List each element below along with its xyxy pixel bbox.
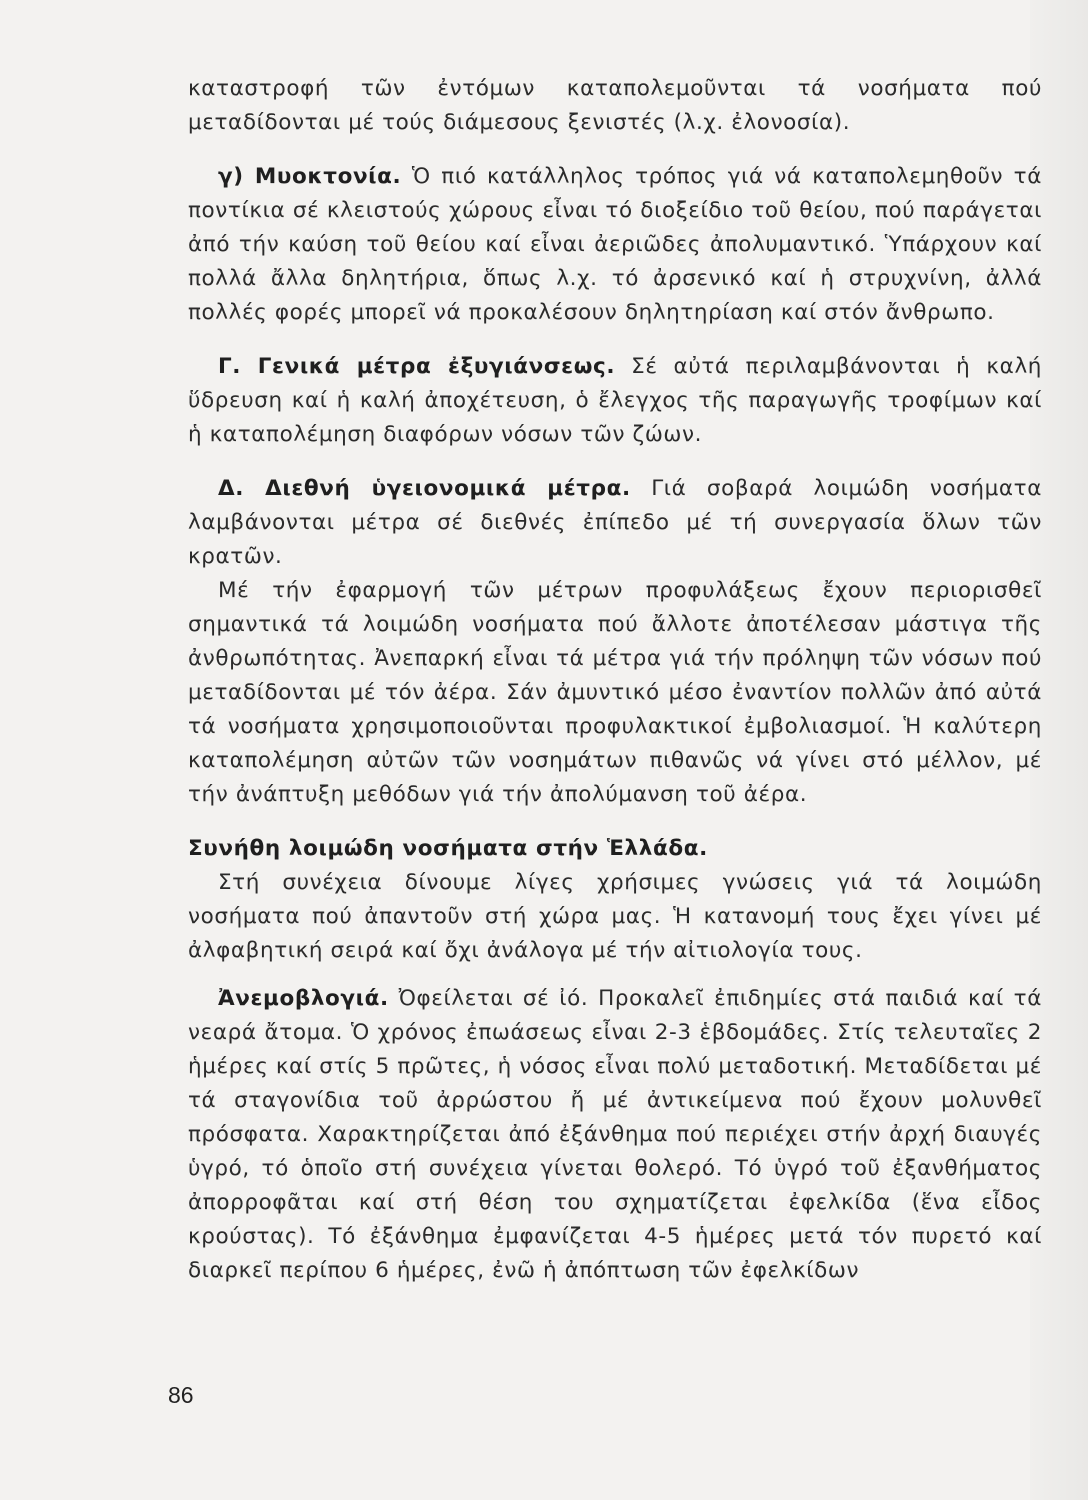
paragraph-insect-control: καταστροφή τῶν ἐντόμων καταπολεμοῦνται τά νοσήματα πού μεταδίδονται μέ τούς διάμεσους ξενιστές (λ.χ. ἐλονοσία). — [188, 76, 1042, 135]
page-text-block — [188, 72, 1042, 1288]
page-number: 86 — [168, 1382, 194, 1408]
heading-general-sanitation: Γ. Γενικά μέτρα ἐξυγιάνσεως. — [218, 354, 616, 379]
general-sanitation-body: Σέ αὐτά περιλαμβάνονται ἡ καλή ὕδρευση καί ἡ καλή ἀποχέτευση, ὁ ἔλεγχος τῆς παραγωγῆς τροφίμων καί ἡ καταπολέμηση διαφόρων νόσων τῶν ζώων. — [188, 354, 1042, 447]
rodent-control-body: Ὁ πιό κατάλληλος τρόπος γιά νά καταπολεμηθοῦν τά ποντίκια σέ κλειστούς χώρους εἶναι τό διοξείδιο τοῦ θείου, πού παράγεται ἀπό τήν καύση τοῦ θείου καί εἶναι ἀεριῶδες ἀπολυμαντικό. Ὑπάρχουν καί πολλά ἄλλα δηλητήρια, ὅπως λ.χ. τό ἀρσενικό καί ἡ στρυχνίνη, ἀλλά πολλές φορές μπορεῖ νά προκαλέσουν δηλητηρίαση καί στόν ἄνθρωπο. — [188, 164, 1042, 325]
paragraph-rodent-control — [188, 160, 1042, 330]
paragraph-international-measures — [188, 472, 1042, 574]
paragraph-diseases-intro: Στή συνέχεια δίνουμε λίγες χρήσιμες γνώσεις γιά τά λοιμώδη νοσήματα πού ἀπαντοῦν στή χώρα μας. Ἡ κατανομή τους ἔχει γίνει μέ ἀλφαβητική σειρά καί ὄχι ἀνάλογα μέ τήν αἰτιολογία τους. — [188, 870, 1042, 963]
international-measures-body: Γιά σοβαρά λοιμώδη νοσήματα λαμβάνονται μέτρα σέ διεθνές ἐπίπεδο μέ τή συνεργασία ὅλων τῶν κρατῶν. — [188, 476, 1042, 569]
heading-chickenpox: Ἀνεμοβλογιά. — [218, 986, 389, 1011]
chickenpox-body: Ὀφείλεται σέ ἰό. Προκαλεῖ ἐπιδημίες στά παιδιά καί τά νεαρά ἄτομα. Ὁ χρόνος ἐπωάσεως εἶναι 2-3 ἑβδομάδες. Στίς τελευταῖες 2 ἡμέρες καί στίς 5 πρῶτες, ἡ νόσος εἶναι πολύ μεταδοτική. Μεταδίδεται μέ τά σταγονίδια τοῦ ἀρρώστου ἤ μέ ἀντικείμενα πού ἔχουν μολυνθεῖ πρόσφατα. Χαρακτηρίζεται ἀπό ἐξάνθημα πού περιέχει στήν ἀρχή διαυγές ὑγρό, τό ὁποῖο στή συνέχεια γίνεται θολερό. Τό ὑγρό τοῦ ἐξανθήματος ἀπορροφᾶται καί στή θέση του σχηματίζεται ἐφελκίδα (ἕνα εἶδος κρούστας). Τό ἐξάνθημα ἐμφανίζεται 4-5 ἡμέρες μετά τόν πυρετό καί διαρκεῖ περίπου 6 ἡμέρες, ἐνῶ ἡ ἀπόπτωση τῶν ἐφελκίδων — [188, 986, 1042, 1283]
section-heading-common-diseases: Συνήθη λοιμώδη νοσήματα στήν Ἑλλάδα. — [188, 836, 708, 861]
heading-international-measures: Δ. Διεθνή ὑγειονομικά μέτρα. — [218, 476, 631, 501]
paragraph-chickenpox — [188, 982, 1042, 1288]
paragraph-prevention-results: Μέ τήν ἐφαρμογή τῶν μέτρων προφυλάξεως ἔχουν περιορισθεῖ σημαντικά τά λοιμώδη νοσήματα πού ἄλλοτε ἀποτέλεσαν μάστιγα τῆς ἀνθρωπότητας. Ἀνεπαρκή εἶναι τά μέτρα γιά τήν πρόληψη τῶν νόσων πού μεταδίδονται μέ τόν ἀέρα. Σάν ἀμυντικό μέσο ἐναντίον πολλῶν ἀπό αὐτά τά νοσήματα χρησιμοποιοῦνται προφυλακτικοί ἐμβολιασμοί. Ἡ καλύτερη καταπολέμηση αὐτῶν τῶν νοσημάτων πιθανῶς νά γίνει στό μέλλον, μέ τήν ἀνάπτυξη μεθόδων γιά τήν ἀπολύμανση τοῦ ἀέρα. — [188, 578, 1042, 807]
paragraph-general-sanitation — [188, 350, 1042, 452]
heading-rodent-control: γ) Μυοκτονία. — [218, 164, 402, 189]
